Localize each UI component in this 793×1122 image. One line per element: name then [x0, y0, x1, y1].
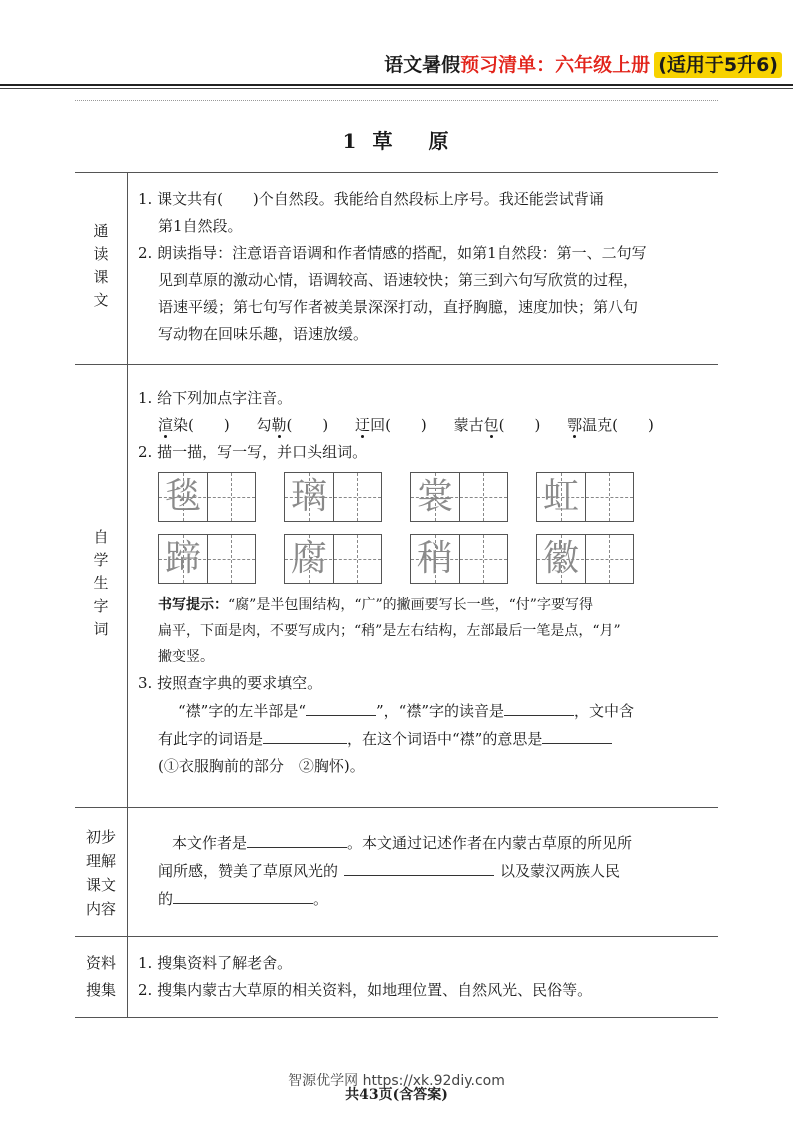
section-label-text: 搜集	[85, 981, 116, 999]
tips-text-line2: 扁平，下面是肉，不要写成内；“稍”是左右结构，左部最后一笔是点，“月”	[158, 623, 621, 639]
pinyin-item: 蒙古包( )	[453, 416, 541, 434]
section-content	[138, 950, 710, 1017]
tips-text: “腐”是半包围结构，“广”的撇画要写长一些，“付”字要写得	[228, 597, 593, 613]
dotted-char: 鄂	[567, 416, 583, 434]
blank-radical[interactable]	[306, 697, 376, 716]
section-label-text: 内容	[85, 899, 116, 918]
footer-page-count: 共43页(含答案)	[345, 1087, 448, 1103]
trace-char: 裳	[416, 476, 453, 517]
page-header	[0, 52, 782, 82]
trace-char: 璃	[290, 476, 327, 517]
text-line: 语速平缓；第七句写作者被美景深深打动，直抒胸臆，速度加快；第八句	[158, 298, 639, 316]
writing-cell[interactable]	[158, 534, 256, 584]
header-title-main: 预习清单：六年级上册	[460, 54, 651, 76]
lesson-title	[0, 125, 793, 154]
writing-cell[interactable]	[536, 472, 634, 522]
dotted-char: 勒	[271, 416, 287, 434]
header-grade-tag: (适用于5升6)	[654, 52, 782, 78]
understand-line-3: 的 。	[138, 885, 710, 913]
section-label	[75, 937, 128, 1017]
blank-scenery[interactable]	[344, 857, 494, 876]
trace-char: 虹	[542, 476, 579, 517]
text-line: 2. 朗读指导：注意语音语调和作者情感的搭配，如第1自然段：第一、二句写	[138, 244, 647, 262]
lesson-title-char-2: 原	[428, 129, 451, 153]
writing-cell[interactable]	[284, 472, 382, 522]
text-line: 第1自然段。	[158, 217, 243, 235]
writing-cell[interactable]	[284, 534, 382, 584]
text-line: 2. 搜集内蒙古大草原的相关资料，如地理位置、自然风光、民俗等。	[138, 981, 593, 999]
writing-cell[interactable]	[158, 472, 256, 522]
section-label	[75, 173, 128, 365]
section-self-study-words	[75, 364, 718, 808]
q3-line-2: 有此字的词语是 ，在这个词语中“襟”的意思是	[138, 725, 710, 753]
header-rule-dotted	[75, 100, 718, 101]
section-label-text: 资料	[85, 954, 116, 972]
text-line: 见到草原的激动心情，语调较高、语速较快；第三到六句写欣赏的过程，	[158, 271, 639, 289]
section-label-text: 课文	[85, 875, 116, 894]
pinyin-item: 鄂温克( )	[567, 416, 654, 434]
writing-cell[interactable]	[410, 534, 508, 584]
blank-author[interactable]	[247, 829, 347, 848]
section-understand-content	[75, 807, 718, 937]
lesson-number: 1	[342, 129, 359, 153]
section-label-text: 自学生字词	[91, 529, 110, 644]
pinyin-item: 勾勒( )	[256, 416, 329, 434]
question-2: 2. 描一描，写一写，并口头组词。	[138, 443, 368, 461]
section-label	[75, 808, 128, 937]
dotted-char: 包	[483, 416, 499, 434]
understand-line-2: 闻所感，赞美了草原风光的 以及蒙汉两族人民	[138, 857, 710, 885]
trace-char: 蹄	[164, 538, 201, 579]
section-content	[138, 186, 710, 365]
dotted-char: 渲	[158, 416, 174, 434]
footer-watermark: 智源优学网 https://xk.92diy.com	[288, 1073, 505, 1089]
blank-friendship[interactable]	[173, 885, 313, 904]
trace-char: 毯	[164, 476, 201, 517]
q3-line-1: “襟”字的左半部是“ ”，“襟”字的读音是 ，文中含	[138, 697, 710, 725]
section-content	[138, 385, 710, 808]
section-collect-materials	[75, 936, 718, 1018]
trace-char: 徽	[542, 538, 579, 579]
section-read-text	[75, 172, 718, 365]
blank-meaning[interactable]	[542, 725, 612, 744]
section-content	[138, 829, 710, 937]
writing-grid	[158, 472, 710, 590]
question-3: 3. 按照查字典的要求填空。	[138, 674, 323, 692]
understand-line-1: 本文作者是 。本文通过记述作者在内蒙古草原的所见所	[138, 829, 710, 857]
text-line: 1. 搜集资料了解老舍。	[138, 954, 293, 972]
writing-cell[interactable]	[536, 534, 634, 584]
trace-char: 稍	[416, 538, 453, 579]
pinyin-item: 渲染( )	[158, 416, 230, 434]
tips-label: 书写提示：	[158, 597, 228, 613]
section-label-text: 通读课文	[91, 223, 110, 315]
pinyin-item: 迂回( )	[355, 416, 427, 434]
blank-pronunciation[interactable]	[504, 697, 574, 716]
writing-cell[interactable]	[410, 472, 508, 522]
pinyin-row	[138, 412, 710, 439]
question-1: 1. 给下列加点字注音。	[138, 389, 293, 407]
header-title-prefix: 语文暑假	[384, 54, 461, 76]
trace-char: 腐	[290, 538, 327, 579]
lesson-title-char-1: 草	[372, 129, 395, 153]
section-label-text: 初步	[85, 827, 116, 846]
text-line: 1. 课文共有( )个自然段。我能给自然段标上序号。我还能尝试背诵	[138, 190, 604, 208]
dotted-char: 迂	[355, 416, 371, 434]
header-rule-thin	[0, 88, 793, 89]
text-line: 写动物在回味乐趣，语速放缓。	[158, 325, 369, 343]
section-label-text: 理解	[85, 851, 116, 870]
section-label	[75, 365, 128, 808]
blank-word[interactable]	[263, 725, 347, 744]
header-rule-thick	[0, 84, 793, 86]
tips-text-line3: 撇变竖。	[158, 649, 214, 665]
q3-line-3: (①衣服胸前的部分 ②胸怀)。	[158, 757, 365, 775]
writing-tips	[138, 592, 710, 670]
